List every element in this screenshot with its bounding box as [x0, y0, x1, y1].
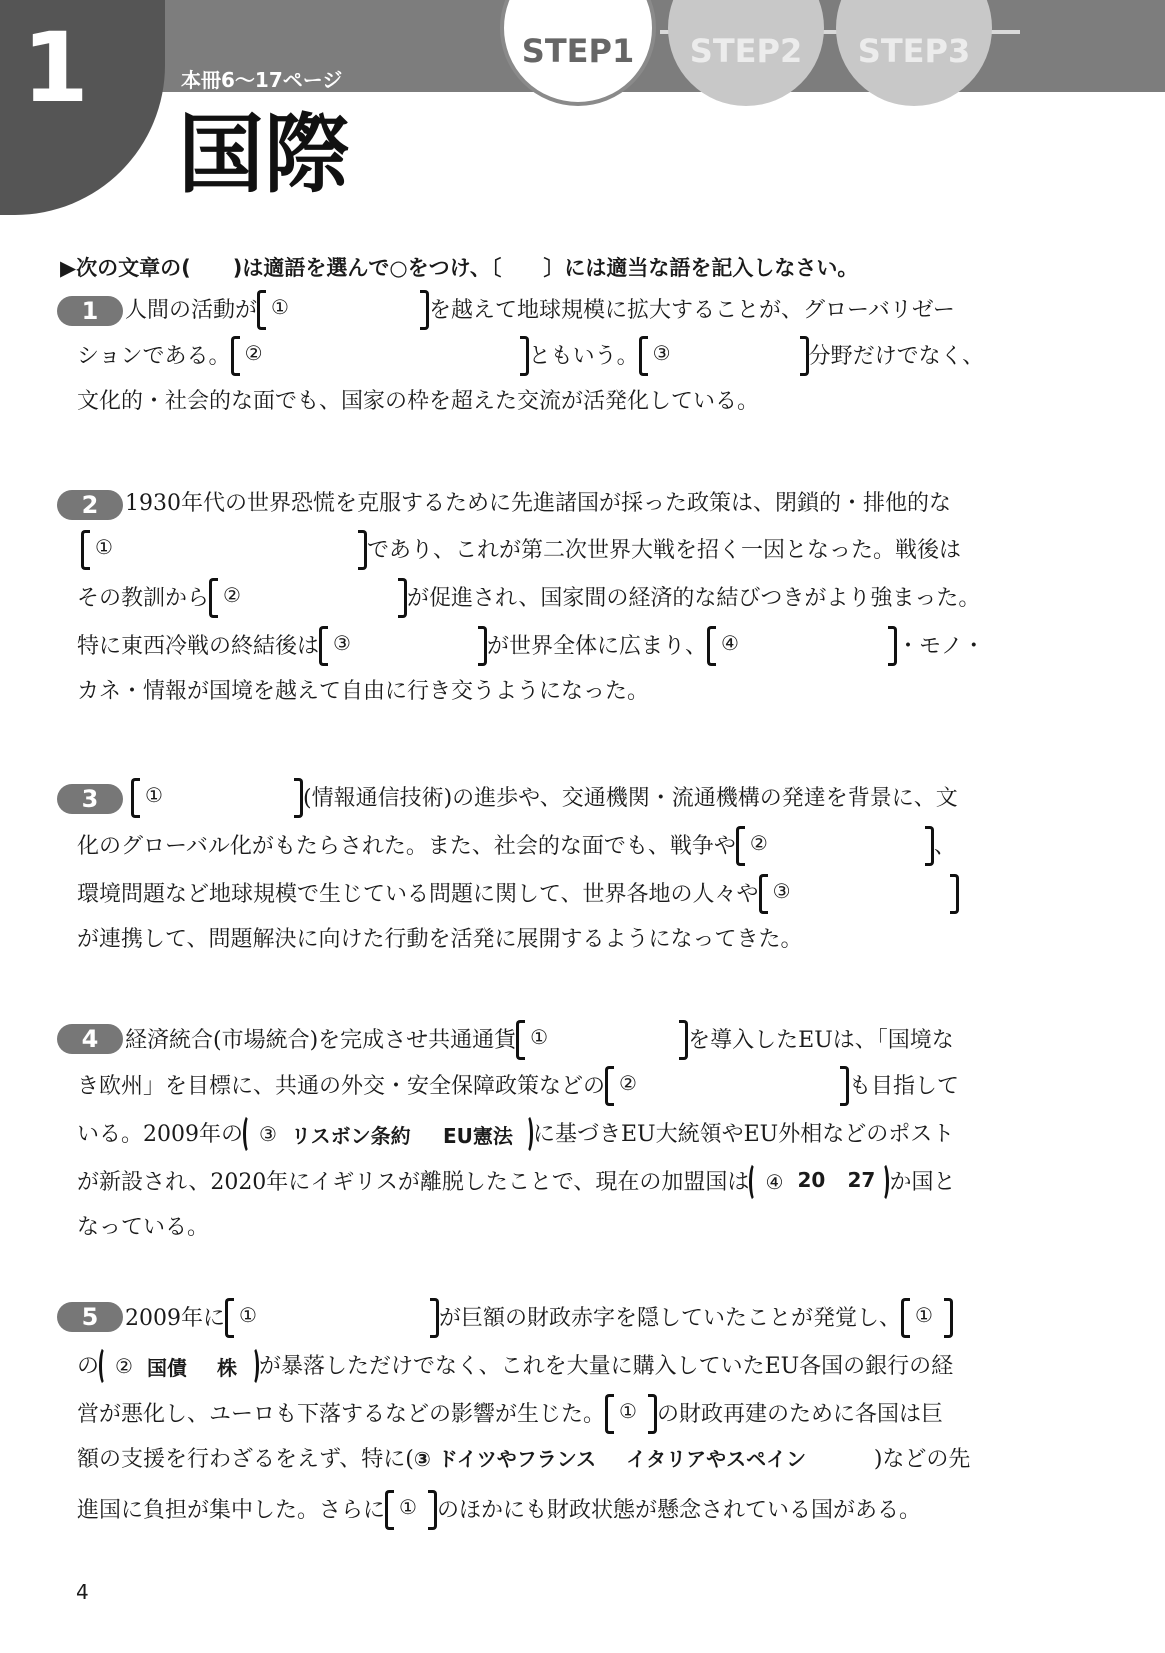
text: ・モノ・: [897, 634, 985, 659]
text: のほかにも財政状態が懸念されている国がある。: [437, 1498, 922, 1523]
text: (情報通信技術)の進歩や、交通機関・流通機構の発達を背景に、文: [303, 786, 958, 811]
text: 特に東西冷戦の終結後は: [77, 634, 320, 659]
page-title: 国際: [178, 105, 350, 205]
text: 2009年に: [125, 1306, 225, 1331]
text: であり、これが第二次世界大戦を招く一因となった。戦後は: [367, 538, 962, 563]
answer-box-2[interactable]: ②: [231, 336, 529, 378]
text: 文化的・社会的な面でも、国家の枠を超えた交流が活発化している。: [77, 389, 760, 414]
answer-box-3[interactable]: ③: [639, 336, 809, 378]
step-2-tab[interactable]: STEP2: [668, 0, 824, 106]
text: が新設され、2020年にイギリスが離脱したことで、現在の加盟国は: [77, 1170, 750, 1195]
text: ションである。: [77, 344, 231, 369]
choice-group-2: ② 国債 株: [99, 1346, 259, 1388]
text: なっている。: [77, 1215, 210, 1240]
text: が暴落しただけでなく、これを大量に購入していたEU各国の銀行の経: [259, 1354, 954, 1379]
instruction-text: ▶次の文章の( )は適語を選んで○をつけ、〔 〕には適当な語を記入しなさい。: [60, 256, 859, 280]
text: カネ・情報が国境を越えて自由に行き交うようになった。: [77, 679, 650, 704]
text: を導入したEUは、「国境な: [688, 1028, 954, 1053]
choice-group-3: [414, 1443, 874, 1472]
answer-box-2[interactable]: ②: [209, 578, 407, 620]
answer-box-1[interactable]: ①: [81, 530, 367, 572]
text: その教訓から: [77, 586, 210, 611]
question-badge: 3: [57, 784, 123, 814]
text: の: [77, 1354, 100, 1379]
text: 経済統合(市場統合)を完成させ共通通貨: [125, 1028, 517, 1053]
text: 進国に負担が集中した。さらに: [77, 1498, 386, 1523]
question-badge: 4: [57, 1024, 123, 1054]
page-reference: 本冊6〜17ページ: [181, 68, 343, 92]
text: が促進され、国家間の経済的な結びつきがより強まった。: [407, 586, 981, 611]
text: の財政再建のために各国は巨: [657, 1402, 944, 1427]
choice-option[interactable]: リスボン条約: [291, 1124, 411, 1148]
answer-ref-1: ①: [385, 1490, 437, 1532]
text: か国と: [889, 1170, 956, 1195]
answer-box-2[interactable]: ②: [605, 1066, 849, 1108]
choice-option[interactable]: ドイツやフランス: [437, 1447, 597, 1471]
choice-option[interactable]: 株: [217, 1356, 238, 1380]
page-number: 4: [76, 1580, 89, 1604]
choice-option[interactable]: 国債: [147, 1356, 188, 1380]
answer-box-1[interactable]: ①: [516, 1020, 688, 1062]
choice-group-3: ③ リスボン条約 EU憲法: [243, 1114, 533, 1156]
text: も目指して: [849, 1074, 960, 1099]
text: 化のグローバル化がもたらされた。また、社会的な面でも、戦争や: [77, 834, 736, 859]
choice-option[interactable]: 20: [797, 1168, 826, 1192]
answer-ref-1: ①: [605, 1394, 657, 1436]
choice-option[interactable]: 27: [847, 1168, 876, 1192]
text: が連携して、問題解決に向けた行動を活発に展開するようになってきた。: [77, 927, 803, 952]
text: 分野だけでなく、: [808, 344, 985, 369]
answer-box-1[interactable]: ①: [225, 1298, 439, 1340]
text: が巨額の財政赤字を隠していたことが発覚し、: [439, 1306, 902, 1331]
text: を越えて地球規模に拡大することが、グローバリゼー: [429, 298, 955, 323]
text: に基づきEU大統領やEU外相などのポスト: [533, 1122, 955, 1147]
answer-box-4[interactable]: ④: [707, 626, 897, 668]
text: 環境問題など地球規模で生じている問題に関して、世界各地の人々や: [77, 882, 759, 907]
answer-box-3[interactable]: ③: [759, 874, 959, 916]
answer-box-1[interactable]: ①: [131, 778, 303, 820]
answer-box-2[interactable]: ②: [736, 826, 934, 868]
answer-ref-1: ①: [901, 1298, 953, 1340]
choice-number: ③: [413, 1447, 431, 1471]
text: ともいう。: [528, 344, 639, 369]
text: き欧州」を目標に、共通の外交・安全保障政策などの: [77, 1074, 606, 1099]
step-1-tab[interactable]: STEP1: [500, 0, 656, 106]
answer-box-1[interactable]: ①: [257, 290, 429, 332]
text: 、: [933, 834, 956, 859]
text: いる。2009年の: [77, 1122, 243, 1147]
question-badge: 2: [57, 490, 123, 520]
text: 人間の活動が: [125, 298, 258, 323]
question-badge: 5: [57, 1302, 123, 1332]
choice-option[interactable]: イタリアやスペイン: [626, 1447, 807, 1471]
text: )などの先: [873, 1447, 971, 1472]
choice-option[interactable]: EU憲法: [443, 1124, 513, 1148]
text: 額の支援を行わざるをえず、特に(: [77, 1447, 414, 1472]
text: 1930年代の世界恐慌を克服するために先進諸国が採った政策は、閉鎖的・排他的な: [125, 491, 951, 516]
choice-group-4: ④ 20 27: [749, 1162, 889, 1204]
answer-box-3[interactable]: ③: [319, 626, 487, 668]
step-3-tab[interactable]: STEP3: [836, 0, 992, 106]
text: が世界全体に広まり、: [487, 634, 708, 659]
text: 営が悪化し、ユーロも下落するなどの影響が生じた。: [77, 1402, 606, 1427]
question-badge: 1: [57, 296, 123, 326]
chapter-number: 1: [22, 12, 89, 124]
